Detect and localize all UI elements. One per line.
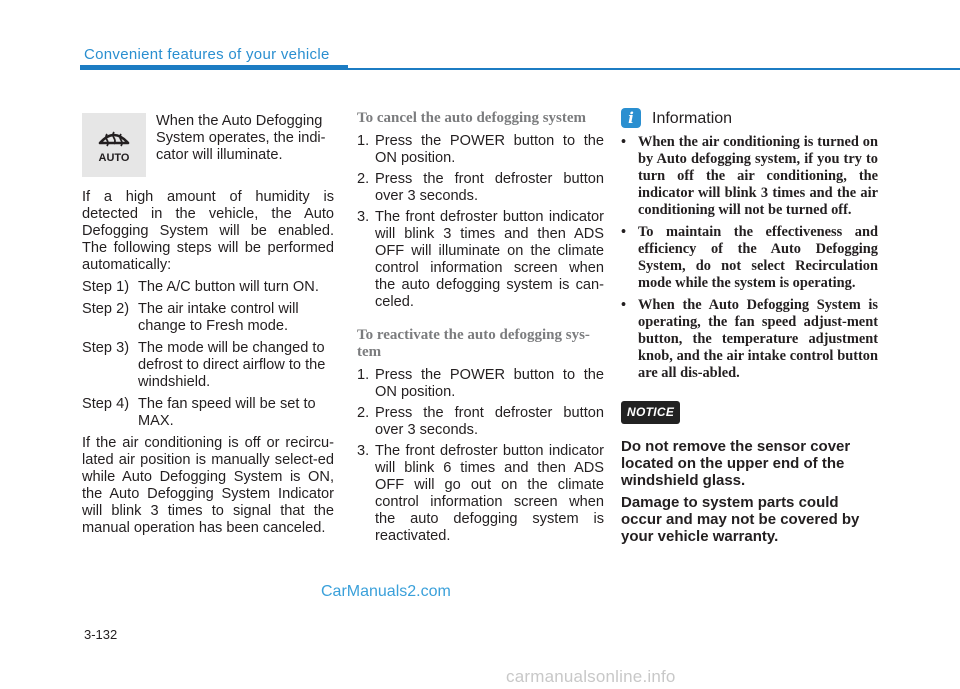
step-label: Step 2) xyxy=(82,301,130,317)
step-item xyxy=(82,396,334,430)
column-1 xyxy=(82,110,334,542)
step-label: Step 1) xyxy=(82,279,130,295)
humidity-paragraph: If a high amount of humidity is detected in the vehicle, the Auto Defogging System will be enabled. The following steps will be performed automatically: xyxy=(82,189,334,273)
indicator-intro-text: When the Auto Defogging System operates, the indi-cator will illuminate. xyxy=(156,113,326,163)
list-item xyxy=(621,224,878,292)
list-item-text: Press the POWER button to the ON position. xyxy=(375,367,604,400)
list-item-text: The front defroster button indicator will blink 3 times and then ADS OFF will illuminate on the climate control information screen when the auto defogging system is can-celed. xyxy=(375,209,604,310)
step-text: The mode will be changed to defrost to direct airflow to the windshield. xyxy=(138,340,326,390)
page-number: 3-132 xyxy=(84,627,118,642)
list-item-text: Press the POWER button to the ON position. xyxy=(375,133,604,166)
column-2 xyxy=(357,110,604,549)
list-number: 2. xyxy=(357,171,370,187)
cancel-heading: To cancel the auto defogging system xyxy=(357,110,587,126)
header-divider-line xyxy=(348,68,960,70)
footer-watermark: carmanualsonline.info xyxy=(506,667,676,686)
list-item xyxy=(621,297,878,382)
list-item-text: To maintain the effectiveness and efficiency of the Auto Defogging System, do not select Recirculation mode while the system is operating. xyxy=(638,224,878,291)
bullet: • xyxy=(621,297,627,313)
info-icon: i xyxy=(621,108,641,128)
list-item xyxy=(357,443,604,545)
step-label: Step 3) xyxy=(82,340,130,356)
watermark-link[interactable]: CarManuals2.com xyxy=(321,583,451,600)
list-number: 3. xyxy=(357,443,370,459)
manual-operation-paragraph: If the air conditioning is off or recircu-lated air position is manually select-ed while Auto Defogging System is ON, the Auto Defogging System Indicator will blink 3 times to signal that the manual operation has been canceled. xyxy=(82,435,334,536)
list-item xyxy=(357,209,604,311)
list-item-text: Press the front defroster button over 3 seconds. xyxy=(375,171,604,204)
list-number: 1. xyxy=(357,133,370,149)
list-number: 2. xyxy=(357,405,370,421)
step-item xyxy=(82,340,334,391)
list-number: 1. xyxy=(357,367,370,383)
information-title: Information xyxy=(652,109,733,127)
notice-text: Damage to system parts could occur and may not be covered by your vehicle warranty. xyxy=(621,494,860,545)
list-item-text: The front defroster button indicator will blink 6 times and then ADS OFF will go out on the climate control information screen when the auto defogging system is reactivated. xyxy=(375,443,604,544)
list-item xyxy=(357,405,604,439)
step-text: The fan speed will be set to MAX. xyxy=(138,396,316,429)
indicator-intro-row xyxy=(82,113,334,177)
column-3 xyxy=(621,110,878,550)
list-item-text: Press the front defroster button over 3 seconds. xyxy=(375,405,604,438)
list-item xyxy=(621,134,878,219)
step-text: The A/C button will turn ON. xyxy=(138,279,319,295)
notice-badge: NOTICE xyxy=(621,401,680,424)
auto-defog-icon xyxy=(82,113,146,177)
list-number: 3. xyxy=(357,209,370,225)
notice-text: Do not remove the sensor cover located on the upper end of the windshield glass. xyxy=(621,438,851,489)
step-item xyxy=(82,279,334,296)
list-item xyxy=(357,133,604,167)
step-item xyxy=(82,301,334,335)
list-item xyxy=(357,171,604,205)
auto-icon-label: AUTO xyxy=(98,152,130,164)
header-accent-bar xyxy=(80,65,348,70)
reactivate-heading: To reactivate the auto defogging sys-tem xyxy=(357,327,590,360)
section-header-title: Convenient features of your vehicle xyxy=(84,46,330,63)
list-item-text: When the Auto Defogging System is operating, the fan speed adjust-ment button, the temperature adjustment knob, and the air intake control button are all dis-abled. xyxy=(638,297,878,381)
information-list xyxy=(621,134,878,382)
bullet: • xyxy=(621,224,627,240)
reactivate-steps-list xyxy=(357,367,604,545)
bullet: • xyxy=(621,134,627,150)
information-header xyxy=(621,108,878,128)
list-item-text: When the air conditioning is turned on by Auto defogging system, if you try to turn off the air conditioning, the indicator will blink 3 times and the air conditioning will not be turned off. xyxy=(638,134,878,218)
step-label: Step 4) xyxy=(82,396,130,412)
step-text: The air intake control will change to Fresh mode. xyxy=(138,301,299,334)
list-item xyxy=(357,367,604,401)
cancel-steps-list xyxy=(357,133,604,311)
